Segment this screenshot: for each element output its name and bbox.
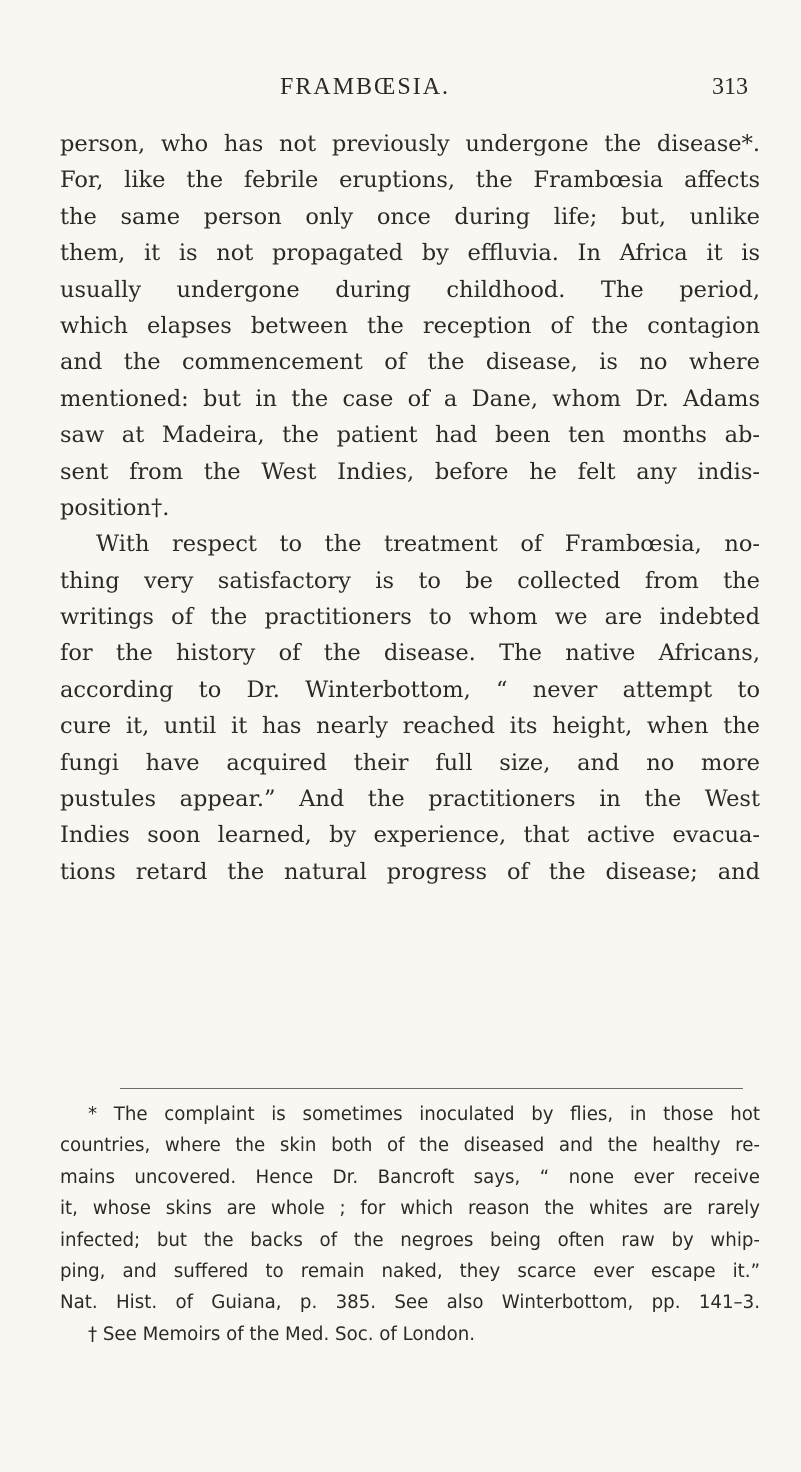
body-line: and the commencement of the disease, is no where xyxy=(60,349,760,376)
footnote-separator xyxy=(120,1088,743,1089)
footnote-line: Nat. Hist. of Guiana, p. 385. See also Winterbottom, pp. 141–3. xyxy=(60,1292,760,1314)
main-text xyxy=(60,126,760,890)
body-line: Indies soon learned, by experience, that active evacua- xyxy=(60,822,760,849)
body-line: person, who has not previously undergone the disease*. xyxy=(60,131,760,157)
body-line: mentioned: but in the case of a Dane, whom Dr. Adams xyxy=(60,385,760,412)
body-line: saw at Madeira, the patient had been ten months ab- xyxy=(60,422,760,449)
body-line: them, it is not propagated by effluvia. In Africa it is xyxy=(60,240,760,267)
footnote-line: infected; but the backs of the negroes being often raw by whip- xyxy=(60,1229,760,1251)
body-line: sent from the West Indies, before he felt any indis- xyxy=(60,458,760,485)
footnote-line: * The complaint is sometimes inoculated by flies, in those hot xyxy=(88,1104,760,1125)
footnote-line: it, whose skins are whole ; for which reason the whites are rarely xyxy=(60,1198,760,1220)
body-line: for the history of the disease. The native Africans, xyxy=(60,640,760,667)
body-line: which elapses between the reception of the contagion xyxy=(60,312,760,339)
body-line: thing very satisfactory is to be collected from the xyxy=(60,567,760,594)
body-line: cure it, until it has nearly reached its height, when the xyxy=(60,713,760,740)
body-line: writings of the practitioners to whom we are indebted xyxy=(60,604,760,631)
body-line: the same person only once during life; but, unlike xyxy=(60,203,760,230)
body-line: position†. xyxy=(60,494,170,521)
body-line: For, like the febrile eruptions, the Frambœsia affects xyxy=(60,167,760,194)
body-line: pustules appear.” And the practitioners in the West xyxy=(60,786,760,813)
body-line: With respect to the treatment of Frambœsia, no- xyxy=(96,531,760,558)
footnote-line: † See Memoirs of the Med. Soc. of London. xyxy=(88,1323,476,1345)
body-line: according to Dr. Winterbottom, “ never attempt to xyxy=(60,676,760,703)
footnote-line: mains uncovered. Hence Dr. Bancroft says, “ none ever receive xyxy=(60,1166,760,1188)
body-line: fungi have acquired their full size, and no more xyxy=(60,749,760,776)
footnote-line: ping, and suffered to remain naked, they scarce ever escape it.” xyxy=(60,1260,760,1282)
footnotes xyxy=(60,1099,760,1350)
page-header xyxy=(0,66,801,106)
page-number: 313 xyxy=(712,74,748,100)
body-line: tions retard the natural progress of the disease; and xyxy=(60,858,760,885)
footnote-line: countries, where the skin both of the diseased and the healthy re- xyxy=(60,1135,760,1157)
running-title: FRAMBŒSIA. xyxy=(280,74,451,100)
body-line: usually undergone during childhood. The period, xyxy=(60,276,760,303)
